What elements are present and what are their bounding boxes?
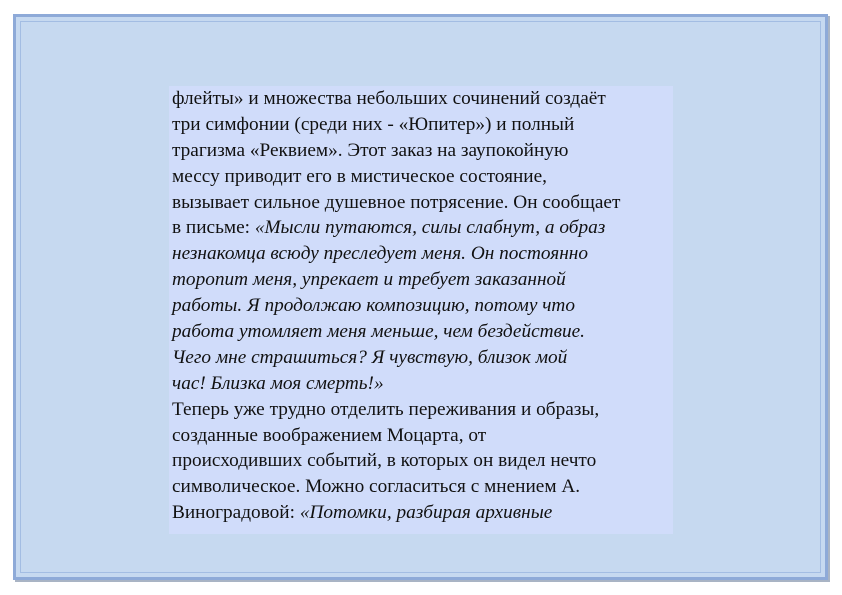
text-line: Теперь уже трудно отделить переживания и образы, [172, 398, 600, 420]
quote-line: торопит меня, упрекает и требует заказанной [172, 269, 566, 291]
text-line: трагизма «Реквием». Этот заказ на заупокойную [172, 139, 569, 161]
body-text [172, 86, 673, 526]
text-line: флейты» и множества небольших сочинений создаёт [172, 88, 606, 109]
quote-line: час! Близка моя смерть!» [172, 372, 384, 394]
text-line: происходивших событий, в которых он видел нечто [172, 450, 597, 472]
quote-italic: «Потомки, разбирая архивные [299, 502, 553, 524]
text-line-mixed [172, 215, 673, 241]
text-plain: в письме: [172, 217, 255, 239]
text-plain: Виноградовой: [172, 502, 300, 524]
quote-line: работы. Я продолжаю композицию, потому что [172, 295, 575, 317]
text-box [169, 86, 673, 534]
text-line: символическое. Можно согласиться с мнением А. [172, 476, 581, 498]
quote-line: работа утомляет меня меньше, чем бездействие. [172, 321, 585, 343]
text-line: мессу приводит его в мистическое состояние, [172, 165, 547, 187]
text-line: три симфонии (среди них - «Юпитер») и полный [172, 113, 575, 135]
quote-italic: «Мысли путаются, силы слабнут, а образ [254, 217, 606, 239]
quote-line: Чего мне страшиться? Я чувствую, близок мой [172, 346, 568, 368]
text-line: вызывает сильное душевное потрясение. Он сообщает [172, 191, 621, 213]
text-line: созданные воображением Моцарта, от [172, 424, 487, 446]
text-line-mixed [172, 500, 673, 526]
quote-line: незнакомца всюду преследует меня. Он постоянно [172, 243, 589, 265]
